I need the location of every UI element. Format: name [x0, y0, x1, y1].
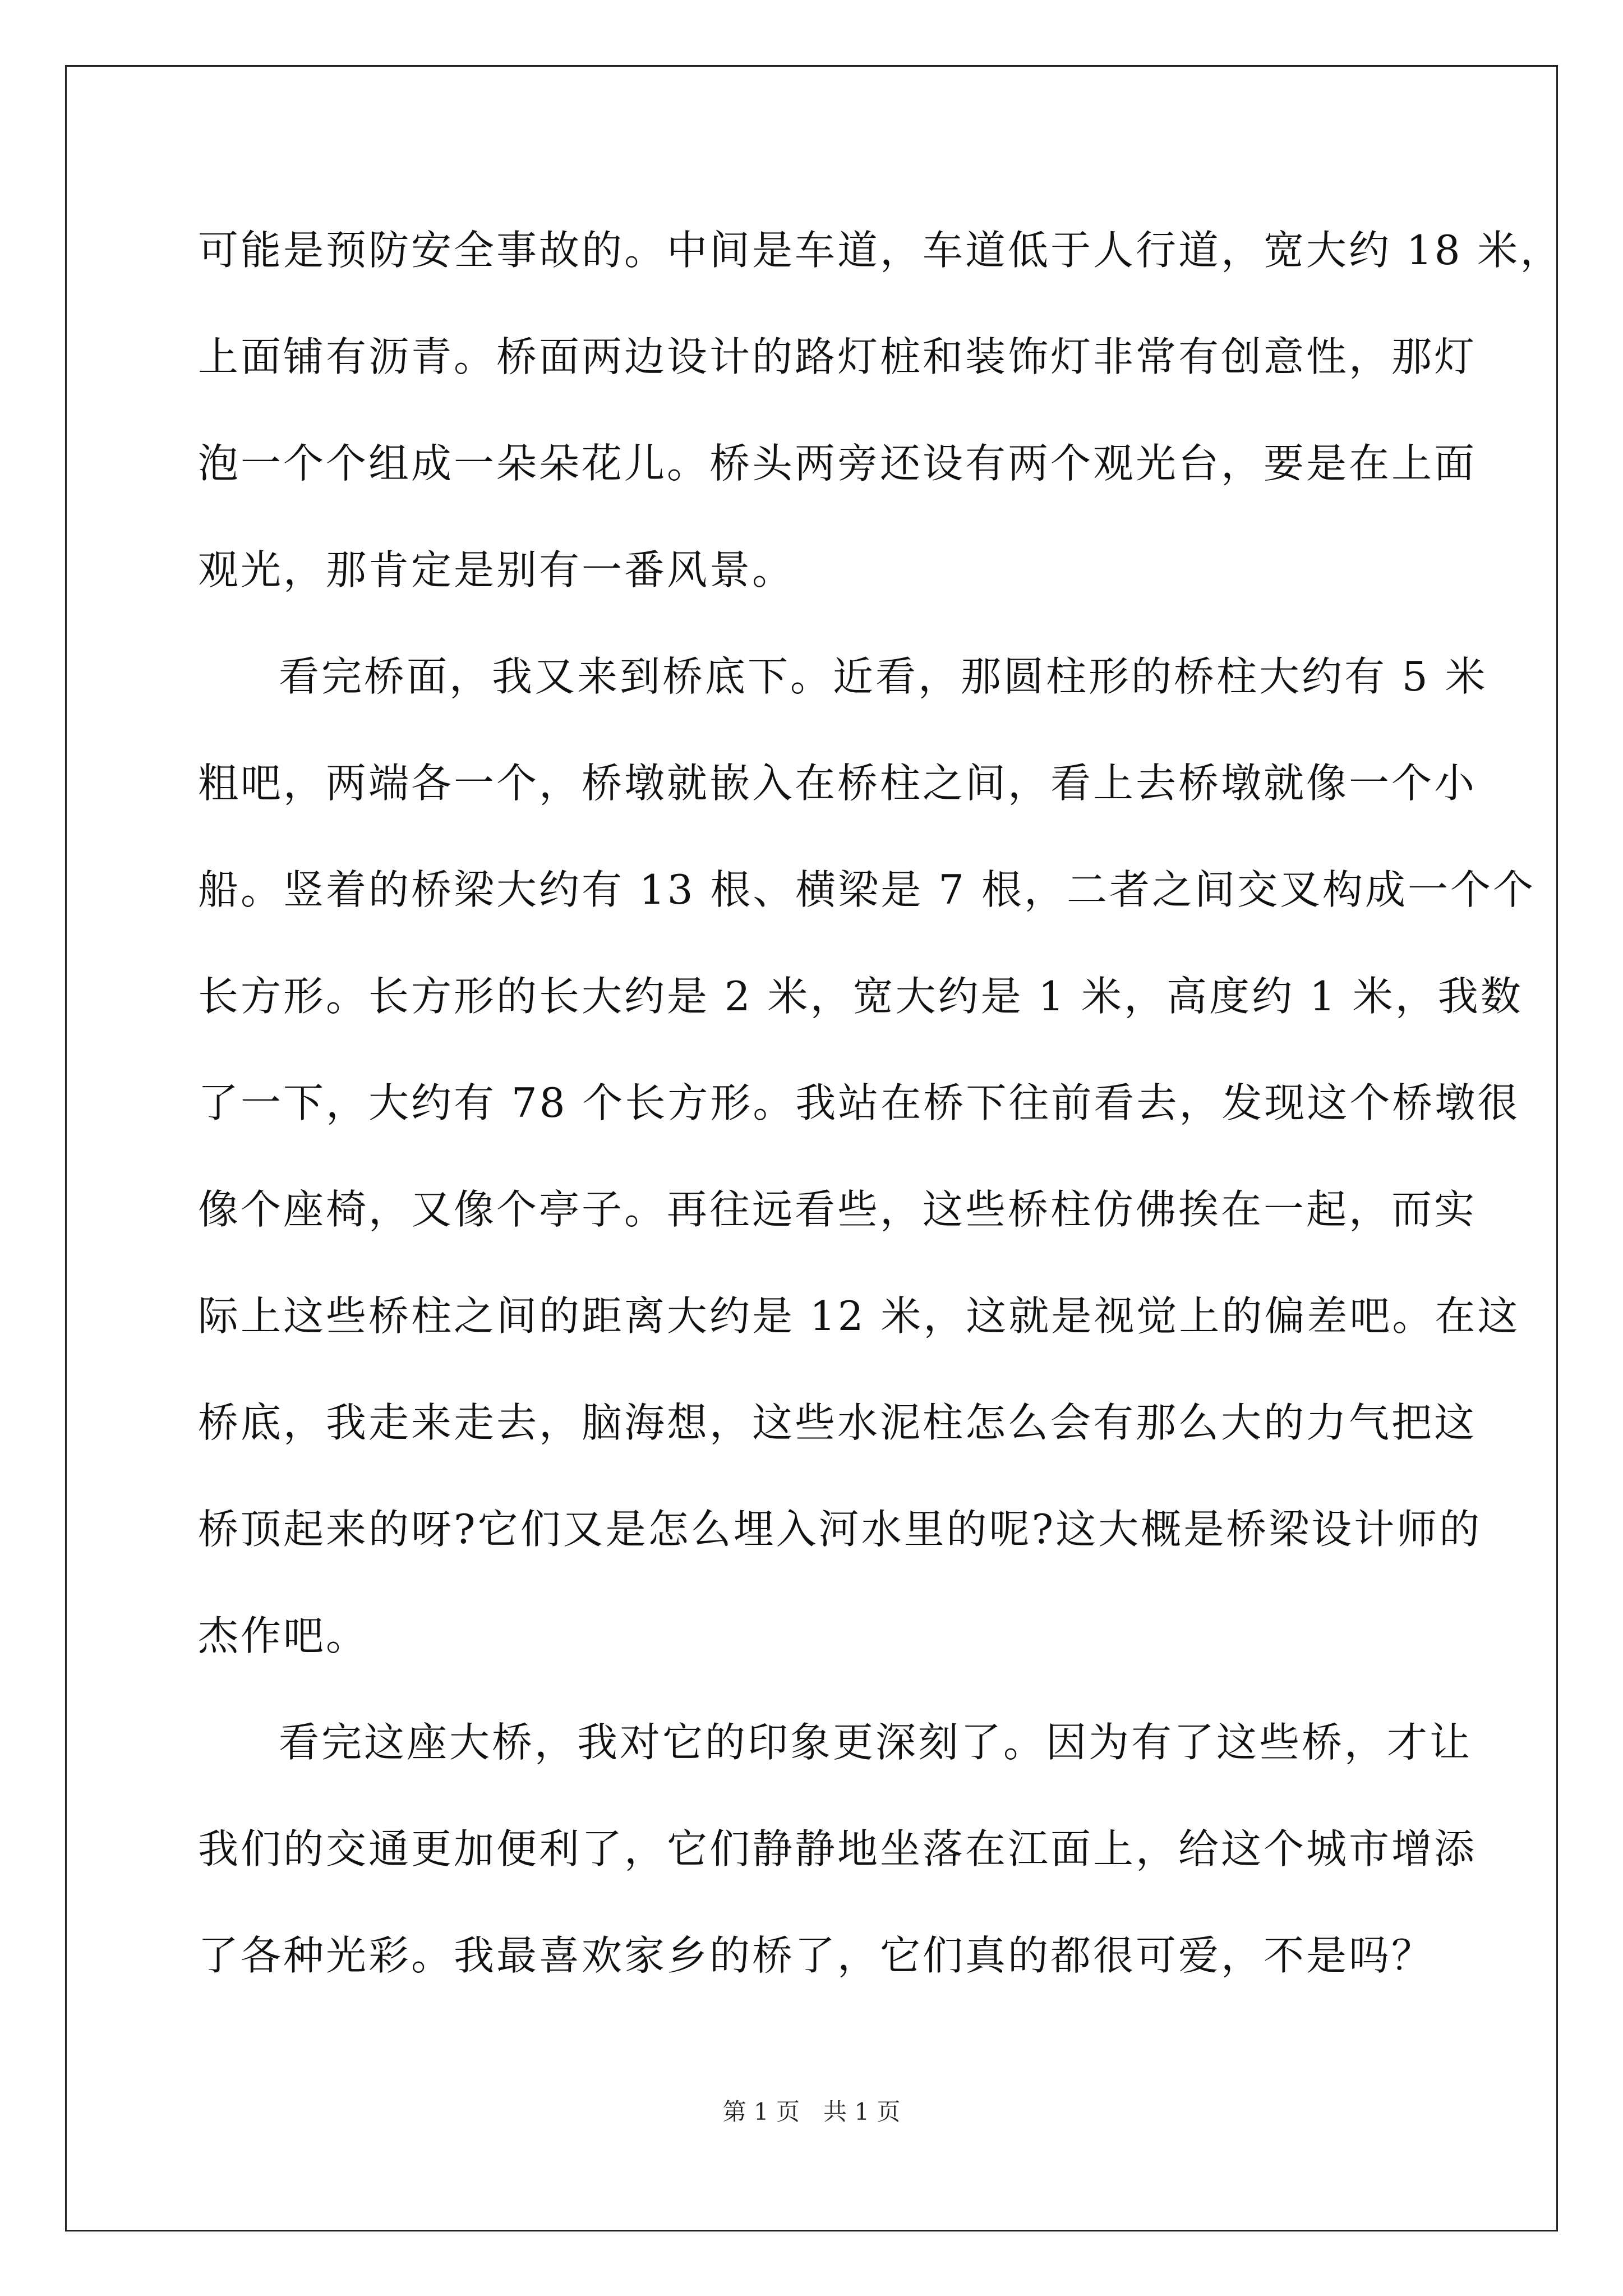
text-line: 上面铺有沥青。桥面两边设计的路灯桩和装饰灯非常有创意性，那灯 — [198, 333, 1477, 380]
text-line: 粗吧，两端各一个，桥墩就嵌入在桥柱之间，看上去桥墩就像一个小 — [198, 760, 1477, 807]
text-line: 际上这些桥柱之间的距离大约是 12 米，这就是视觉上的偏差吧。在这 — [198, 1292, 1520, 1340]
text-line: 了各种光彩。我最喜欢家乡的桥了，它们真的都很可爱，不是吗？ — [198, 1932, 1435, 1979]
text-line: 泡一个个组成一朵朵花儿。桥头两旁还设有两个观光台，要是在上面 — [198, 440, 1477, 487]
text-line: 长方形。长方形的长大约是 2 米，宽大约是 1 米，高度约 1 米，我数 — [198, 973, 1523, 1020]
paragraph-first-line: 看完这座大桥，我对它的印象更深刻了。因为有了这些桥，才让 — [279, 1719, 1473, 1766]
text-line: 桥底，我走来走去，脑海想，这些水泥柱怎么会有那么大的力气把这 — [198, 1399, 1477, 1446]
text-line: 观光，那肯定是别有一番风景。 — [198, 546, 795, 593]
text-line: 船。竖着的桥梁大约有 13 根、横梁是 7 根，二者之间交叉构成一个个 — [198, 866, 1536, 913]
text-line: 像个座椅，又像个亭子。再往远看些，这些桥柱仿佛挨在一起，而实 — [198, 1186, 1477, 1233]
text-line: 了一下，大约有 78 个长方形。我站在桥下往前看去，发现这个桥墩很 — [198, 1079, 1520, 1126]
paragraph-first-line: 看完桥面，我又来到桥底下。近看，那圆柱形的桥柱大约有 5 米 — [279, 653, 1488, 700]
document-body — [198, 217, 1563, 2028]
text-line: 杰作吧。 — [198, 1612, 369, 1659]
text-line: 我们的交通更加便利了，它们静静地坐落在江面上，给这个城市增添 — [198, 1825, 1477, 1872]
text-line: 可能是预防安全事故的。中间是车道，车道低于人行道，宽大约 18 米， — [198, 227, 1563, 274]
text-line: 桥顶起来的呀?它们又是怎么埋入河水里的呢?这大概是桥梁设计师的 — [198, 1506, 1482, 1553]
page-number-footer: 第 1 页 共 1 页 — [722, 2098, 901, 2125]
